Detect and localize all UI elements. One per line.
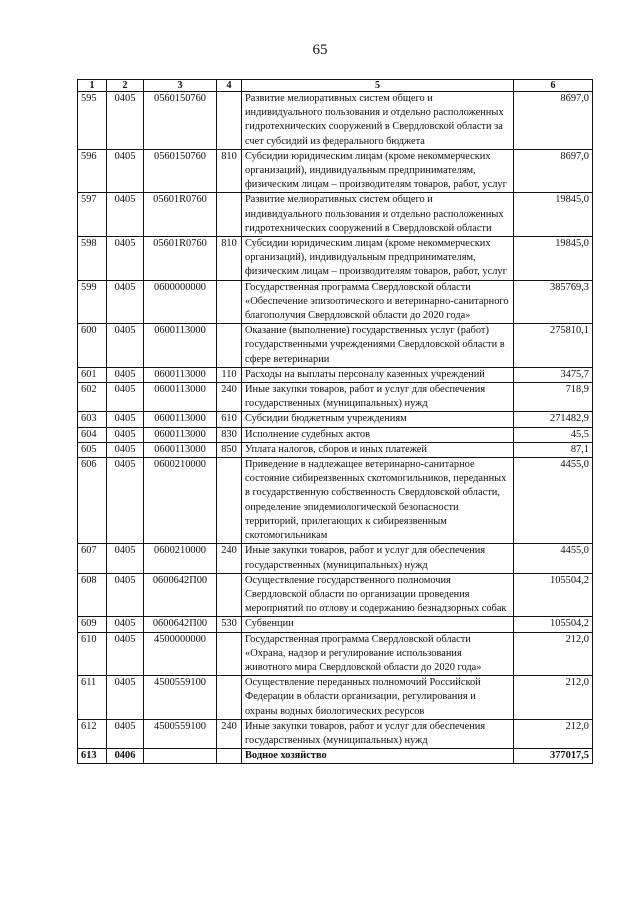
row-number-cell: 598: [78, 237, 107, 281]
target-code-cell: 0600000000: [144, 280, 217, 324]
table-row: [78, 324, 593, 368]
amount-cell: 19845,0: [514, 193, 593, 237]
table-row: [78, 749, 593, 764]
section-code-cell: 0405: [107, 193, 144, 237]
table-row: [78, 632, 593, 676]
amount-cell: 105504,2: [514, 617, 593, 632]
column-header: 1: [78, 80, 107, 92]
item-name-cell: Развитие мелиоративных систем общего и индивидуального пользования и отдельно расположенных гидротехнических сооружений в Свердловской области за счет субсидий из федерального бюджета: [242, 92, 514, 150]
row-number-cell: 606: [78, 458, 107, 544]
row-number-cell: 602: [78, 383, 107, 412]
item-name-cell: Осуществление государственного полномочия Свердловской области по организации проведения мероприятий по отлову и содержанию безнадзорных собак: [242, 573, 514, 617]
row-number-cell: 603: [78, 412, 107, 427]
section-code-cell: 0405: [107, 427, 144, 442]
expense-type-cell: 810: [217, 237, 242, 281]
table-row: [78, 193, 593, 237]
amount-cell: 212,0: [514, 676, 593, 720]
column-header: 5: [242, 80, 514, 92]
row-number-cell: 600: [78, 324, 107, 368]
item-name-cell: Исполнение судебных актов: [242, 427, 514, 442]
section-code-cell: 0405: [107, 383, 144, 412]
item-name-cell: Развитие мелиоративных систем общего и индивидуального пользования и отдельно расположенных гидротехнических сооружений в Свердловской области: [242, 193, 514, 237]
target-code-cell: 0600642П00: [144, 573, 217, 617]
table-row: [78, 412, 593, 427]
expense-type-cell: [217, 280, 242, 324]
target-code-cell: 0600113000: [144, 442, 217, 457]
budget-table: [77, 79, 593, 764]
item-name-cell: Субсидии юридическим лицам (кроме некоммерческих организаций), индивидуальным предпринимателям, физическим лицам – производителям товаров, работ, услуг: [242, 237, 514, 281]
table-row: [78, 676, 593, 720]
item-name-cell: Расходы на выплаты персоналу казенных учреждений: [242, 367, 514, 382]
row-number-cell: 609: [78, 617, 107, 632]
amount-cell: 4455,0: [514, 544, 593, 573]
row-number-cell: 596: [78, 149, 107, 193]
table-row: [78, 237, 593, 281]
column-header: 3: [144, 80, 217, 92]
item-name-cell: Водное хозяйство: [242, 749, 514, 764]
row-number-cell: 611: [78, 676, 107, 720]
column-header: 6: [514, 80, 593, 92]
expense-type-cell: 850: [217, 442, 242, 457]
column-header: 4: [217, 80, 242, 92]
table-row: [78, 280, 593, 324]
column-header: 2: [107, 80, 144, 92]
amount-cell: 87,1: [514, 442, 593, 457]
amount-cell: 718,9: [514, 383, 593, 412]
row-number-cell: 604: [78, 427, 107, 442]
amount-cell: 8697,0: [514, 92, 593, 150]
amount-cell: 105504,2: [514, 573, 593, 617]
page-number: 65: [312, 42, 328, 58]
table-body: [78, 92, 593, 764]
target-code-cell: 4500559100: [144, 719, 217, 748]
row-number-cell: 613: [78, 749, 107, 764]
section-code-cell: 0405: [107, 237, 144, 281]
row-number-cell: 605: [78, 442, 107, 457]
item-name-cell: Иные закупки товаров, работ и услуг для обеспечения государственных (муниципальных) нужд: [242, 719, 514, 748]
target-code-cell: 0600113000: [144, 427, 217, 442]
row-number-cell: 608: [78, 573, 107, 617]
item-name-cell: Иные закупки товаров, работ и услуг для обеспечения государственных (муниципальных) нужд: [242, 383, 514, 412]
section-code-cell: 0405: [107, 632, 144, 676]
amount-cell: 3475,7: [514, 367, 593, 382]
item-name-cell: Государственная программа Свердловской области «Обеспечение эпизоотического и ветеринарно-санитарного благополучия Свердловской области до 2020 года»: [242, 280, 514, 324]
item-name-cell: Оказание (выполнение) государственных услуг (работ) государственными учреждениями Свердловской области в сфере ветеринарии: [242, 324, 514, 368]
expense-type-cell: [217, 324, 242, 368]
table-row: [78, 719, 593, 748]
table-row: [78, 92, 593, 150]
item-name-cell: Осуществление переданных полномочий Российской Федерации в области организации, регулирования и охраны водных биологических ресурсов: [242, 676, 514, 720]
expense-type-cell: [217, 92, 242, 150]
expense-type-cell: 610: [217, 412, 242, 427]
amount-cell: 45,5: [514, 427, 593, 442]
target-code-cell: 0560150760: [144, 92, 217, 150]
item-name-cell: Субсидии бюджетным учреждениям: [242, 412, 514, 427]
target-code-cell: 4500000000: [144, 632, 217, 676]
expense-type-cell: [217, 193, 242, 237]
target-code-cell: 0600113000: [144, 324, 217, 368]
expense-type-cell: [217, 458, 242, 544]
section-code-cell: 0406: [107, 749, 144, 764]
section-code-cell: 0405: [107, 280, 144, 324]
amount-cell: 4455,0: [514, 458, 593, 544]
item-name-cell: Субвенции: [242, 617, 514, 632]
target-code-cell: [144, 749, 217, 764]
section-code-cell: 0405: [107, 458, 144, 544]
section-code-cell: 0405: [107, 412, 144, 427]
target-code-cell: 0600113000: [144, 412, 217, 427]
item-name-cell: Иные закупки товаров, работ и услуг для обеспечения государственных (муниципальных) нужд: [242, 544, 514, 573]
amount-cell: 275810,1: [514, 324, 593, 368]
table-row: [78, 442, 593, 457]
expense-type-cell: 830: [217, 427, 242, 442]
expense-type-cell: 240: [217, 544, 242, 573]
section-code-cell: 0405: [107, 719, 144, 748]
amount-cell: 19845,0: [514, 237, 593, 281]
amount-cell: 271482,9: [514, 412, 593, 427]
section-code-cell: 0405: [107, 617, 144, 632]
item-name-cell: Государственная программа Свердловской области «Охрана, надзор и регулирование использования животного мира Свердловской области до 2020 года»: [242, 632, 514, 676]
expense-type-cell: [217, 632, 242, 676]
table-header-row: [78, 80, 593, 92]
amount-cell: 385769,3: [514, 280, 593, 324]
row-number-cell: 612: [78, 719, 107, 748]
target-code-cell: 0600642П00: [144, 617, 217, 632]
target-code-cell: 05601R0760: [144, 237, 217, 281]
expense-type-cell: 110: [217, 367, 242, 382]
item-name-cell: Субсидии юридическим лицам (кроме некоммерческих организаций), индивидуальным предпринимателям, физическим лицам – производителям товаров, работ, услуг: [242, 149, 514, 193]
row-number-cell: 610: [78, 632, 107, 676]
target-code-cell: 0600210000: [144, 458, 217, 544]
target-code-cell: 4500559100: [144, 676, 217, 720]
table-row: [78, 544, 593, 573]
table-row: [78, 367, 593, 382]
expense-type-cell: 240: [217, 719, 242, 748]
target-code-cell: 0600113000: [144, 383, 217, 412]
expense-type-cell: [217, 573, 242, 617]
amount-cell: 377017,5: [514, 749, 593, 764]
item-name-cell: Приведение в надлежащее ветеринарно-санитарное состояние сибиреязвенных скотомогильников, переданных в государственную собственность Свердловской области, определение эпидемиологической безопасности территорий, прилегающих к сибиреязвенным скотомогильникам: [242, 458, 514, 544]
table-row: [78, 458, 593, 544]
target-code-cell: 0560150760: [144, 149, 217, 193]
expense-type-cell: 240: [217, 383, 242, 412]
table-row: [78, 149, 593, 193]
row-number-cell: 601: [78, 367, 107, 382]
section-code-cell: 0405: [107, 367, 144, 382]
amount-cell: 8697,0: [514, 149, 593, 193]
section-code-cell: 0405: [107, 92, 144, 150]
section-code-cell: 0405: [107, 324, 144, 368]
section-code-cell: 0405: [107, 442, 144, 457]
table-row: [78, 427, 593, 442]
table-row: [78, 383, 593, 412]
row-number-cell: 597: [78, 193, 107, 237]
expense-type-cell: [217, 749, 242, 764]
section-code-cell: 0405: [107, 544, 144, 573]
expense-type-cell: 530: [217, 617, 242, 632]
table-row: [78, 617, 593, 632]
section-code-cell: 0405: [107, 573, 144, 617]
item-name-cell: Уплата налогов, сборов и иных платежей: [242, 442, 514, 457]
amount-cell: 212,0: [514, 632, 593, 676]
row-number-cell: 607: [78, 544, 107, 573]
row-number-cell: 595: [78, 92, 107, 150]
section-code-cell: 0405: [107, 676, 144, 720]
target-code-cell: 05601R0760: [144, 193, 217, 237]
expense-type-cell: 810: [217, 149, 242, 193]
table-row: [78, 573, 593, 617]
row-number-cell: 599: [78, 280, 107, 324]
section-code-cell: 0405: [107, 149, 144, 193]
expense-type-cell: [217, 676, 242, 720]
target-code-cell: 0600210000: [144, 544, 217, 573]
target-code-cell: 0600113000: [144, 367, 217, 382]
amount-cell: 212,0: [514, 719, 593, 748]
